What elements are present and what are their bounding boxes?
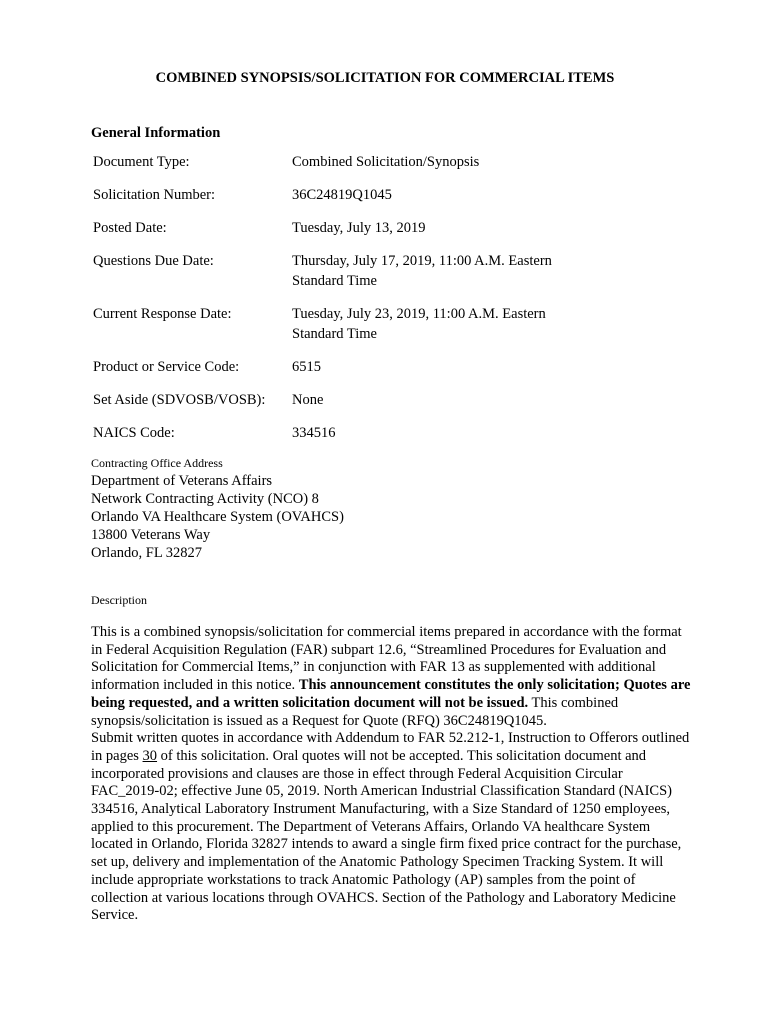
info-value: Combined Solicitation/Synopsis — [292, 154, 480, 170]
info-label: Questions Due Date: — [93, 253, 214, 269]
info-value: Tuesday, July 13, 2019 — [292, 220, 426, 236]
info-label: Current Response Date: — [93, 306, 232, 322]
address-line: Department of Veterans Affairs — [91, 473, 273, 489]
address-line: Orlando VA Healthcare System (OVAHCS) — [91, 509, 344, 525]
description-text: Submit written quotes in accordance with Addendum to FAR 52.212-1, Instruction to Offerors outlined in pages — [91, 730, 690, 764]
info-label: Product or Service Code: — [93, 359, 240, 375]
description-body — [91, 624, 691, 925]
description-paragraph-2 — [91, 730, 691, 925]
info-value: None — [292, 392, 324, 408]
info-value: 334516 — [292, 425, 336, 441]
description-paragraph-1 — [91, 624, 691, 730]
info-label: Document Type: — [93, 154, 190, 170]
contracting-office-address — [91, 472, 344, 562]
description-text: of this solicitation. Oral quotes will not be accepted. This solicitation document and incorporated provisions and clauses are those in effect through Federal Acquisition Circular FAC_2019-02; effective June 05, 2019. North American Industrial Classification Standard (NAICS) 334516, Analytical Laboratory Instrument Manufacturing, with a Size Standard of 1250 employees, applied to this procurement. The Department of Veterans Affairs, Orlando VA healthcare System located in Orlando, Florida 32827 intends to award a single firm fixed price contract for the purchase, set up, delivery and implementation of the Anatomic Pathology Specimen Tracking System. It will include appropriate workstations to track Anatomic Pathology (AP) samples from the point of collection at various locations through OVAHCS. Section of the Pathology and Laboratory Medicine Service. — [91, 747, 682, 924]
description-text: This combined synopsis/solicitation is issued as a Request for Quote (RFQ) 36C24819Q1045. — [91, 694, 619, 729]
page-title: COMBINED SYNOPSIS/SOLICITATION FOR COMMERCIAL ITEMS — [155, 70, 615, 86]
info-value: 36C24819Q1045 — [292, 187, 392, 203]
info-label: Posted Date: — [93, 220, 167, 236]
info-value: Tuesday, July 23, 2019, 11:00 A.M. Eastern Standard Time — [292, 306, 546, 342]
description-heading: Description — [91, 593, 147, 607]
info-label: Solicitation Number: — [93, 187, 216, 203]
address-line: 13800 Veterans Way — [91, 527, 211, 543]
general-information-heading: General Information — [91, 125, 221, 141]
description-emphasis: This announcement constitutes the only solicitation; Quotes are being requested, and a written solicitation document will not be issued. — [91, 677, 691, 711]
info-label: Set Aside (SDVOSB/VOSB): — [93, 392, 266, 408]
info-label: NAICS Code: — [93, 425, 175, 441]
address-line: Orlando, FL 32827 — [91, 545, 203, 561]
description-text: This is a combined synopsis/solicitation for commercial items prepared in accordance with the format in Federal Acquisition Regulation (FAR) subpart 12.6, “Streamlined Procedures for Evaluation and Solicitation for Commercial Items,” in conjunction with FAR 13 as supplemented with additional information included in this notice. — [91, 624, 682, 694]
page-reference: 30 — [142, 747, 158, 764]
info-value: 6515 — [292, 359, 321, 375]
address-line: Network Contracting Activity (NCO) 8 — [91, 491, 319, 507]
info-value: Thursday, July 17, 2019, 11:00 A.M. Eastern Standard Time — [292, 253, 552, 289]
contracting-office-heading: Contracting Office Address — [91, 456, 223, 470]
